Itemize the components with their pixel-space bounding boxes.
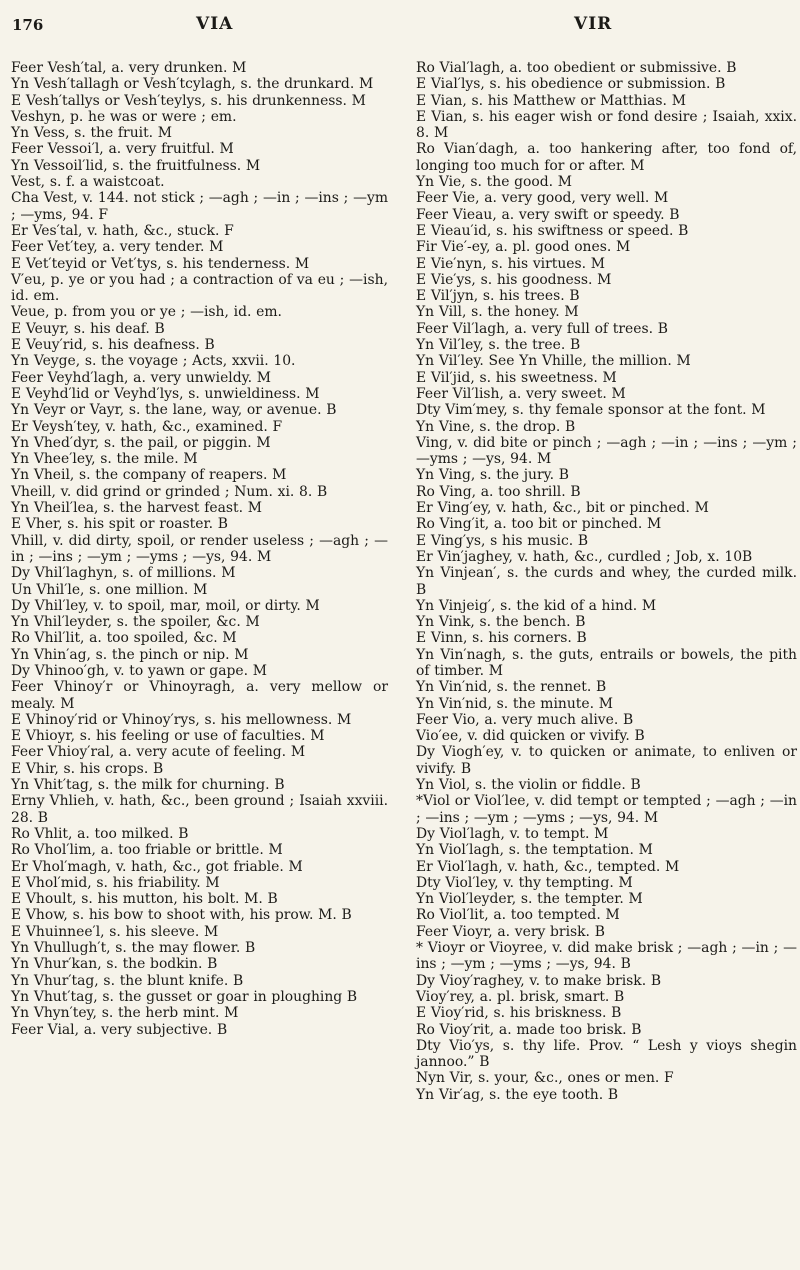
dictionary-entry: Yn Vesh′tallagh or Vesh′tcylagh, s. the drunkard. M: [11, 76, 374, 93]
dictionary-entry: Feer Vil′lagh, a. very full of trees. B: [416, 320, 668, 337]
dictionary-entry: E Vieau′id, s. his swiftness or speed. B: [416, 222, 689, 239]
dictionary-entry: E Vioy′rid, s. his briskness. B: [416, 1005, 622, 1022]
dictionary-entry: Ro Ving′it, a. too bit or pinched. M: [416, 516, 662, 533]
dictionary-entry: Dy Vhil′laghyn, s. of millions. M: [11, 565, 236, 582]
dictionary-entry: Ro Vhol′lim, a. too friable or brittle. M: [11, 842, 283, 859]
dictionary-entry: Feer Vioyr, a. very brisk. B: [416, 923, 605, 940]
dictionary-entry: Yn Vil′ley. See Yn Vhille, the million. M: [416, 353, 691, 370]
dictionary-entry: Feer Vessoi′l, a. very fruitful. M: [11, 141, 234, 158]
dictionary-entry: E Vhuinnee′l, s. his sleeve. M: [11, 923, 219, 940]
dictionary-entry: E Vesh′tallys or Vesh′teylys, s. his drunkenness. M: [11, 92, 366, 109]
dictionary-entry: Er Ves′tal, v. hath, &c., stuck. F: [11, 222, 234, 239]
dictionary-entry: E Vet′teyid or Vet′tys, s. his tenderness. M: [11, 255, 310, 272]
dictionary-entry: Veshyn, p. he was or were ; em.: [11, 108, 237, 125]
dictionary-entry: Yn Vir′ag, s. the eye tooth. B: [416, 1086, 619, 1103]
dictionary-entry: Yn Vie, s. the good. M: [416, 174, 572, 191]
dictionary-entry: Er Veysh′tey, v. hath, &c., examined. F: [11, 418, 283, 435]
dictionary-entry: Yn Vill, s. the honey. M: [416, 304, 579, 321]
dictionary-entry: Yn Vink, s. the bench. B: [416, 614, 586, 631]
dictionary-entry: Er Vhol′magh, v. hath, &c., got friable. M: [11, 858, 303, 875]
dictionary-entry: Ro Vioy′rit, a. made too brisk. B: [416, 1021, 642, 1038]
dictionary-entry: Yn Vin′nid, s. the rennet. B: [416, 679, 607, 696]
dictionary-entry: E Ving′ys, s his music. B: [416, 532, 589, 549]
dictionary-entry: Yn Vinjeig′, s. the kid of a hind. M: [416, 597, 657, 614]
dictionary-entry: E Veuyr, s. his deaf. B: [11, 320, 165, 337]
dictionary-entry: Dy Vhil′ley, v. to spoil, mar, moil, or dirty. M: [11, 597, 320, 614]
page-header: [0, 6, 800, 32]
dictionary-entry: Un Vhil′le, s. one million. M: [11, 581, 208, 598]
dictionary-entry: Dty Vim′mey, s. thy female sponsor at the font. M: [416, 402, 766, 419]
dictionary-entry: E Vie′nyn, s. his virtues. M: [416, 255, 605, 272]
dictionary-entry: Yn Vin′nid, s. the minute. M: [416, 695, 613, 712]
dictionary-entry: * Vioyr or Vioyree, v. did make brisk ; —agh ; —in ; —ins ; —ym ; —yms ; —ys, 94. B: [416, 940, 797, 973]
dictionary-entry: Feer Vhioy′ral, a. very acute of feeling. M: [11, 744, 306, 761]
dictionary-entry: Yn Viol′leyder, s. the tempter. M: [416, 891, 643, 908]
dictionary-entry: Yn Vessoil′lid, s. the fruitfulness. M: [11, 157, 261, 174]
dictionary-entry: Yn Veyr or Vayr, s. the lane, way, or avenue. B: [11, 402, 337, 419]
dictionary-entry: E Vhir, s. his crops. B: [11, 760, 164, 777]
dictionary-entry: Nyn Vir, s. your, &c., ones or men. F: [416, 1070, 674, 1087]
right-running-head: VIR: [574, 14, 613, 34]
dictionary-entry: Feer Vhinoy′r or Vhinoyragh, a. very mellow or mealy. M: [11, 679, 388, 712]
dictionary-entry: Yn Vhur′kan, s. the bodkin. B: [11, 956, 218, 973]
dictionary-entry: Vhill, v. did dirty, spoil, or render useless ; —agh ; —in ; —ins ; —ym ; —yms ; —ys, 94. M: [11, 532, 388, 565]
dictionary-entry: Er Viol′lagh, v. hath, &c., tempted. M: [416, 858, 680, 875]
dictionary-entry: E Vie′ys, s. his goodness. M: [416, 271, 612, 288]
dictionary-entry: Yn Ving, s. the jury. B: [416, 467, 569, 484]
dictionary-entry: Dy Vioy′raghey, v. to make brisk. B: [416, 972, 662, 989]
dictionary-entry: Veue, p. from you or ye ; —ish, id. em.: [11, 304, 282, 321]
dictionary-entry: Yn Viol′lagh, s. the temptation. M: [416, 842, 653, 859]
dictionary-entry: E Vian, s. his eager wish or fond desire ; Isaiah, xxix. 8. M: [416, 108, 797, 142]
dictionary-entry: Yn Vess, s. the fruit. M: [11, 125, 173, 142]
dictionary-entry: Dy Viol′lagh, v. to tempt. M: [416, 825, 609, 842]
dictionary-entry: E Vher, s. his spit or roaster. B: [11, 516, 228, 533]
dictionary-entry: Feer Vie, a. very good, very well. M: [416, 190, 669, 207]
dictionary-entry: Dy Vhinoo′gh, v. to yawn or gape. M: [11, 662, 267, 679]
dictionary-entry: Yn Vil′ley, s. the tree. B: [416, 337, 581, 354]
dictionary-entry: Yn Vhullugh′t, s. the may flower. B: [11, 940, 256, 957]
dictionary-entry: E Veyhd′lid or Veyhd′lys, s. unwieldiness. M: [11, 385, 320, 402]
dictionary-entry: Ro Viol′lit, a. too tempted. M: [416, 907, 620, 924]
dictionary-entry: Dy Viogh′ey, v. to quicken or animate, to enliven or vivify. B: [416, 744, 797, 777]
dictionary-entry: Ro Vhil′lit, a. too spoiled, &c. M: [11, 630, 237, 647]
dictionary-entry: E Vial′lys, s. his obedience or submission. B: [416, 76, 726, 93]
dictionary-entry: Yn Viol, s. the violin or fiddle. B: [416, 777, 641, 794]
dictionary-entry: Vheill, v. did grind or grinded ; Num. xi. 8. B: [11, 483, 328, 500]
dictionary-entry: E Vinn, s. his corners. B: [416, 630, 587, 647]
dictionary-entry: Ro Vian′dagh, a. too hankering after, too fond of, longing too much for or after. M: [416, 141, 797, 174]
right-column: [416, 60, 797, 1103]
dictionary-entry: E Vhioyr, s. his feeling or use of faculties. M: [11, 728, 325, 745]
dictionary-entry: Vioy′rey, a. pl. brisk, smart. B: [416, 988, 625, 1005]
dictionary-entry: Yn Vhur′tag, s. the blunt knife. B: [11, 972, 244, 989]
left-running-head: VIA: [196, 14, 234, 34]
dictionary-entry: Yn Vhin′ag, s. the pinch or nip. M: [11, 646, 249, 663]
dictionary-entry: Yn Vhee′ley, s. the mile. M: [11, 451, 198, 468]
page-number: 176: [12, 16, 44, 34]
dictionary-entry: Feer Veyhd′lagh, a. very unwieldy. M: [11, 369, 272, 386]
dictionary-entry: Feer Vil′lish, a. very sweet. M: [416, 385, 626, 402]
dictionary-entry: Yn Vhyn′tey, s. the herb mint. M: [11, 1005, 239, 1022]
dictionary-entry: Fir Vie′-ey, a. pl. good ones. M: [416, 239, 631, 256]
dictionary-entry: E Vil′jid, s. his sweetness. M: [416, 369, 617, 386]
dictionary-entry: E Vhow, s. his bow to shoot with, his prow. M. B: [11, 907, 352, 924]
dictionary-entry: V′eu, p. ye or you had ; a contraction of va eu ; —ish, id. em.: [11, 271, 388, 305]
dictionary-entry: Yn Vhil′leyder, s. the spoiler, &c. M: [11, 614, 260, 631]
dictionary-entry: Ro Vial′lagh, a. too obedient or submissive. B: [416, 60, 737, 76]
dictionary-entry: Er Ving′ey, v. hath, &c., bit or pinched. M: [416, 500, 709, 517]
dictionary-entry: Cha Vest, v. 144. not stick ; —agh ; —in ; —ins ; —ym ; —yms, 94. F: [11, 190, 388, 223]
dictionary-entry: E Vhoult, s. his mutton, his bolt. M. B: [11, 891, 278, 908]
dictionary-entry: Ving, v. did bite or pinch ; —agh ; —in ; —ins ; —ym ; —yms ; —ys, 94. M: [416, 434, 797, 468]
dictionary-entry: Yn Vin′nagh, s. the guts, entrails or bowels, the pith of timber. M: [416, 646, 797, 679]
dictionary-entry: E Vhol′mid, s. his friability. M: [11, 874, 220, 891]
dictionary-entry: *Viol or Viol′lee, v. did tempt or tempted ; —agh ; —in ; —ins ; —ym ; —yms ; —ys, 94. M: [416, 793, 797, 826]
left-column: [11, 60, 388, 1038]
dictionary-entry: E Veuy′rid, s. his deafness. B: [11, 337, 215, 354]
dictionary-entry: Er Vin′jaghey, v. hath, &c., curdled ; Job, x. 10B: [416, 548, 753, 565]
dictionary-entry: E Vhinoy′rid or Vhinoy′rys, s. his mellowness. M: [11, 711, 352, 728]
dictionary-entry: Vio′ee, v. did quicken or vivify. B: [416, 728, 645, 745]
dictionary-entry: Yn Vhed′dyr, s. the pail, or piggin. M: [11, 434, 271, 451]
dictionary-entry: Yn Vhut′tag, s. the gusset or goar in ploughing B: [11, 988, 358, 1005]
dictionary-entry: Vest, s. f. a waistcoat.: [11, 174, 165, 191]
dictionary-entry: Yn Vine, s. the drop. B: [416, 418, 576, 435]
dictionary-entry: E Vil′jyn, s. his trees. B: [416, 288, 580, 305]
dictionary-entry: Feer Vet′tey, a. very tender. M: [11, 239, 224, 256]
dictionary-entry: Feer Vio, a. very much alive. B: [416, 711, 634, 728]
dictionary-entry: Erny Vhlieh, v. hath, &c., been ground ; Isaiah xxviii. 28. B: [11, 793, 388, 826]
dictionary-entry: Ro Vhlit, a. too milked. B: [11, 825, 189, 842]
dictionary-entry: Feer Vieau, a. very swift or speedy. B: [416, 206, 680, 223]
dictionary-entry: Ro Ving, a. too shrill. B: [416, 483, 581, 500]
dictionary-entry: Yn Vhit′tag, s. the milk for churning. B: [11, 777, 285, 794]
dictionary-entry: Yn Veyge, s. the voyage ; Acts, xxvii. 10.: [11, 353, 296, 370]
dictionary-entry: Dty Viol′ley, v. thy tempting. M: [416, 874, 633, 891]
dictionary-entry: Feer Vial, a. very subjective. B: [11, 1021, 228, 1038]
dictionary-entry: Yn Vheil, s. the company of reapers. M: [11, 467, 287, 484]
dictionary-entry: Yn Vinjean′, s. the curds and whey, the curded milk. B: [416, 565, 797, 598]
dictionary-entry: Dty Vio′ys, s. thy life. Prov. “ Lesh y vioys shegin jannoo.” B: [416, 1037, 797, 1071]
dictionary-entry: Feer Vesh′tal, a. very drunken. M: [11, 60, 247, 76]
dictionary-entry: E Vian, s. his Matthew or Matthias. M: [416, 92, 686, 109]
dictionary-entry: Yn Vheil′lea, s. the harvest feast. M: [11, 500, 262, 517]
